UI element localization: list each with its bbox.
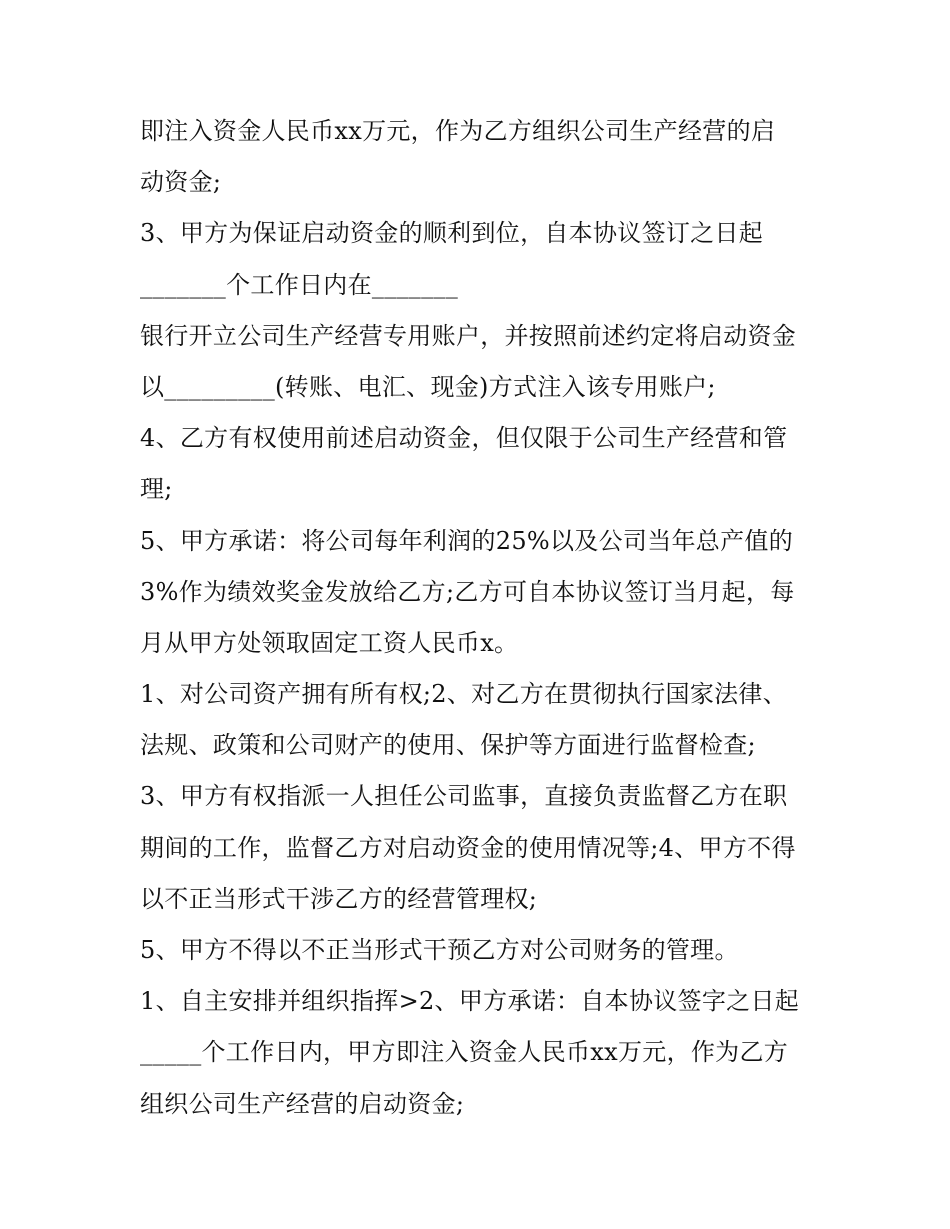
- text-line: 法规、政策和公司财产的使用、保护等方面进行监督检查;: [140, 731, 756, 760]
- document-body: [140, 106, 830, 1130]
- text-line: 理;: [140, 475, 173, 504]
- text-line: 银行开立公司生产经营专用账户，并按照前述约定将启动资金: [140, 321, 797, 350]
- text-line: 动资金;: [140, 168, 222, 197]
- text-line: 月从甲方处领取固定工资人民币x。: [140, 628, 519, 657]
- text-line: _____个工作日内，甲方即注入资金人民币xx万元，作为乙方: [140, 1038, 789, 1067]
- text-line: 以_________(转账、电汇、现金)方式注入该专用账户;: [140, 372, 716, 401]
- text-line: 5、甲方不得以不正当形式干预乙方对公司财务的管理。: [140, 936, 739, 964]
- text-line: 即注入资金人民币xx万元，作为乙方组织公司生产经营的启: [140, 117, 776, 145]
- text-line: 1、自主安排并组织指挥>2、甲方承诺：自本协议签字之日起: [140, 987, 800, 1016]
- text-line: 1、对公司资产拥有所有权;2、对乙方在贯彻执行国家法律、: [140, 680, 788, 709]
- text-line: _______个工作日内在_______: [140, 270, 458, 299]
- text-line: 期间的工作，监督乙方对启动资金的使用情况等;4、甲方不得: [140, 833, 796, 862]
- text-line: 3、甲方为保证启动资金的顺利到位，自本协议签订之日起: [140, 219, 764, 248]
- text-line: 4、乙方有权使用前述启动资金，但仅限于公司生产经营和管: [140, 424, 788, 453]
- text-line: 3%作为绩效奖金发放给乙方;乙方可自本协议签订当月起，每: [140, 577, 795, 606]
- text-line: 3、甲方有权指派一人担任公司监事，直接负责监督乙方在职: [140, 782, 788, 811]
- text-line: 5、甲方承诺：将公司每年利润的25%以及公司当年总产值的: [140, 526, 794, 555]
- text-line: 以不正当形式干涉乙方的经营管理权;: [140, 884, 538, 913]
- text-line: 组织公司生产经营的启动资金;: [140, 1089, 465, 1118]
